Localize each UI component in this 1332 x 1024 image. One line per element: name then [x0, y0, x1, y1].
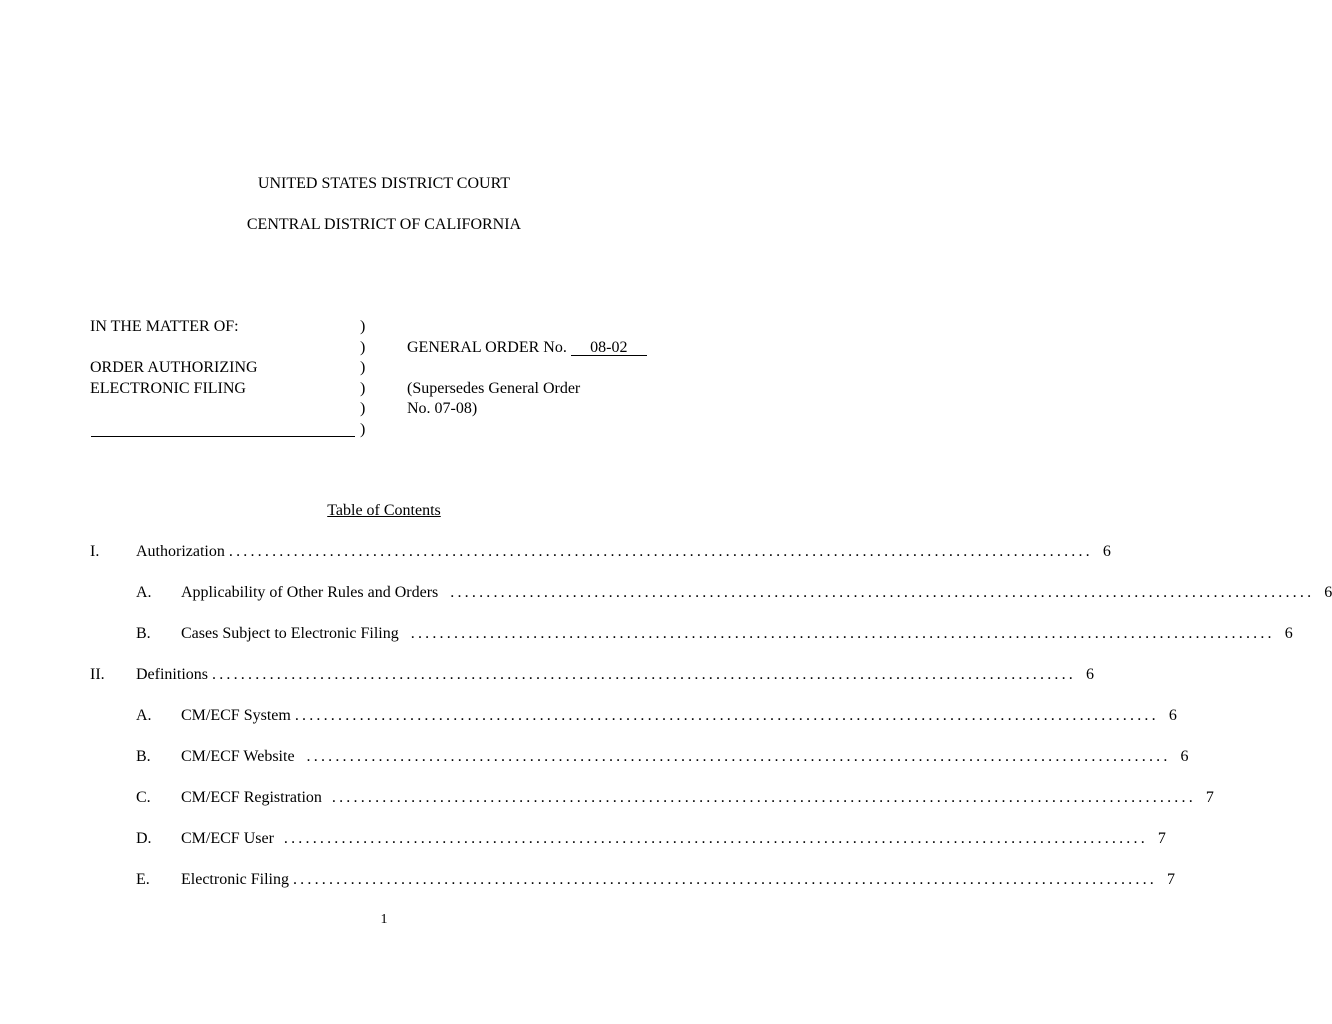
supersedes-line-2: No. 07-08) [407, 400, 478, 417]
toc-entry-page: 6 [1180, 748, 1189, 765]
toc-leader-dots: ........................................................................................................................ [228, 543, 1093, 560]
toc-entry-page: 7 [1166, 871, 1175, 888]
toc-leader-dots: ........................................................................................................................ [294, 707, 1159, 724]
toc-entry-number: E. [136, 871, 150, 888]
toc-entry[interactable] [136, 789, 1214, 810]
toc-entry[interactable] [90, 543, 1111, 564]
supersedes-line-1: (Supersedes General Order [407, 380, 581, 397]
toc-entry-page: 6 [1086, 666, 1094, 683]
toc-entry-number: B. [136, 748, 151, 765]
toc-entry-page: 7 [1205, 789, 1214, 806]
toc-leader-dots: ........................................................................................................................ [450, 584, 1315, 601]
caption-paren: ) [360, 380, 366, 397]
toc-entry-number: C. [136, 789, 151, 806]
caption-paren: ) [360, 339, 366, 356]
toc-leader-dots: ........................................................................................................................ [306, 748, 1171, 765]
toc-leader-dots: ........................................................................................................................ [212, 666, 1076, 683]
toc-entry-page: 6 [1284, 625, 1293, 642]
toc-entry[interactable] [136, 707, 1177, 728]
matter-title-line-1: ORDER AUTHORIZING [90, 359, 258, 376]
page-number: 1 [380, 912, 388, 927]
matter-label: IN THE MATTER OF: [90, 318, 239, 335]
toc-entry-page: 6 [1102, 543, 1111, 560]
caption-paren: ) [360, 318, 366, 335]
toc-entry[interactable] [90, 666, 1094, 687]
court-district: CENTRAL DISTRICT OF CALIFORNIA [246, 216, 522, 233]
toc-entry-title: CM/ECF System [181, 707, 291, 724]
toc-entry-page: 7 [1157, 830, 1166, 847]
toc-entry[interactable] [136, 830, 1166, 851]
toc-leader-dots: ........................................................................................................................ [292, 871, 1157, 888]
general-order-label: GENERAL ORDER No. [407, 339, 567, 356]
toc-entry-title: CM/ECF Website [181, 748, 295, 765]
general-order [407, 340, 647, 356]
toc-entry[interactable] [136, 625, 1293, 646]
toc-entry-title: Cases Subject to Electronic Filing [181, 625, 399, 642]
toc-entry-number: A. [136, 707, 152, 724]
toc-entry-page: 6 [1324, 584, 1332, 601]
toc-entry-number: II. [90, 666, 105, 683]
toc-heading: Table of Contents [327, 502, 441, 519]
toc-leader-dots: ........................................................................................................................ [331, 789, 1196, 806]
toc-entry[interactable] [136, 871, 1175, 892]
toc-entry-page: 6 [1168, 707, 1177, 724]
toc-entry[interactable] [136, 748, 1189, 769]
toc-entry-number: B. [136, 625, 151, 642]
court-name: UNITED STATES DISTRICT COURT [257, 175, 511, 192]
general-order-number: 08-02 [571, 340, 647, 356]
toc-entry-title: Electronic Filing [181, 871, 289, 888]
toc-entry-number: D. [136, 830, 152, 847]
caption-paren: ) [360, 421, 366, 438]
toc-entry-number: I. [90, 543, 100, 560]
toc-leader-dots: ........................................................................................................................ [410, 625, 1275, 642]
toc-entry-title: Authorization [136, 543, 225, 560]
toc-entry-title: CM/ECF Registration [181, 789, 322, 806]
toc-entry-title: Definitions [136, 666, 208, 683]
caption-paren: ) [360, 359, 366, 376]
caption-paren: ) [360, 400, 366, 417]
matter-title-line-2: ELECTRONIC FILING [90, 380, 246, 397]
toc-entry[interactable] [136, 584, 1332, 605]
toc-entry-title: CM/ECF User [181, 830, 274, 847]
toc-entry-title: Applicability of Other Rules and Orders [181, 584, 439, 601]
caption-signature-line [91, 436, 355, 437]
toc-entry-number: A. [136, 584, 152, 601]
toc-leader-dots: ........................................................................................................................ [283, 830, 1148, 847]
